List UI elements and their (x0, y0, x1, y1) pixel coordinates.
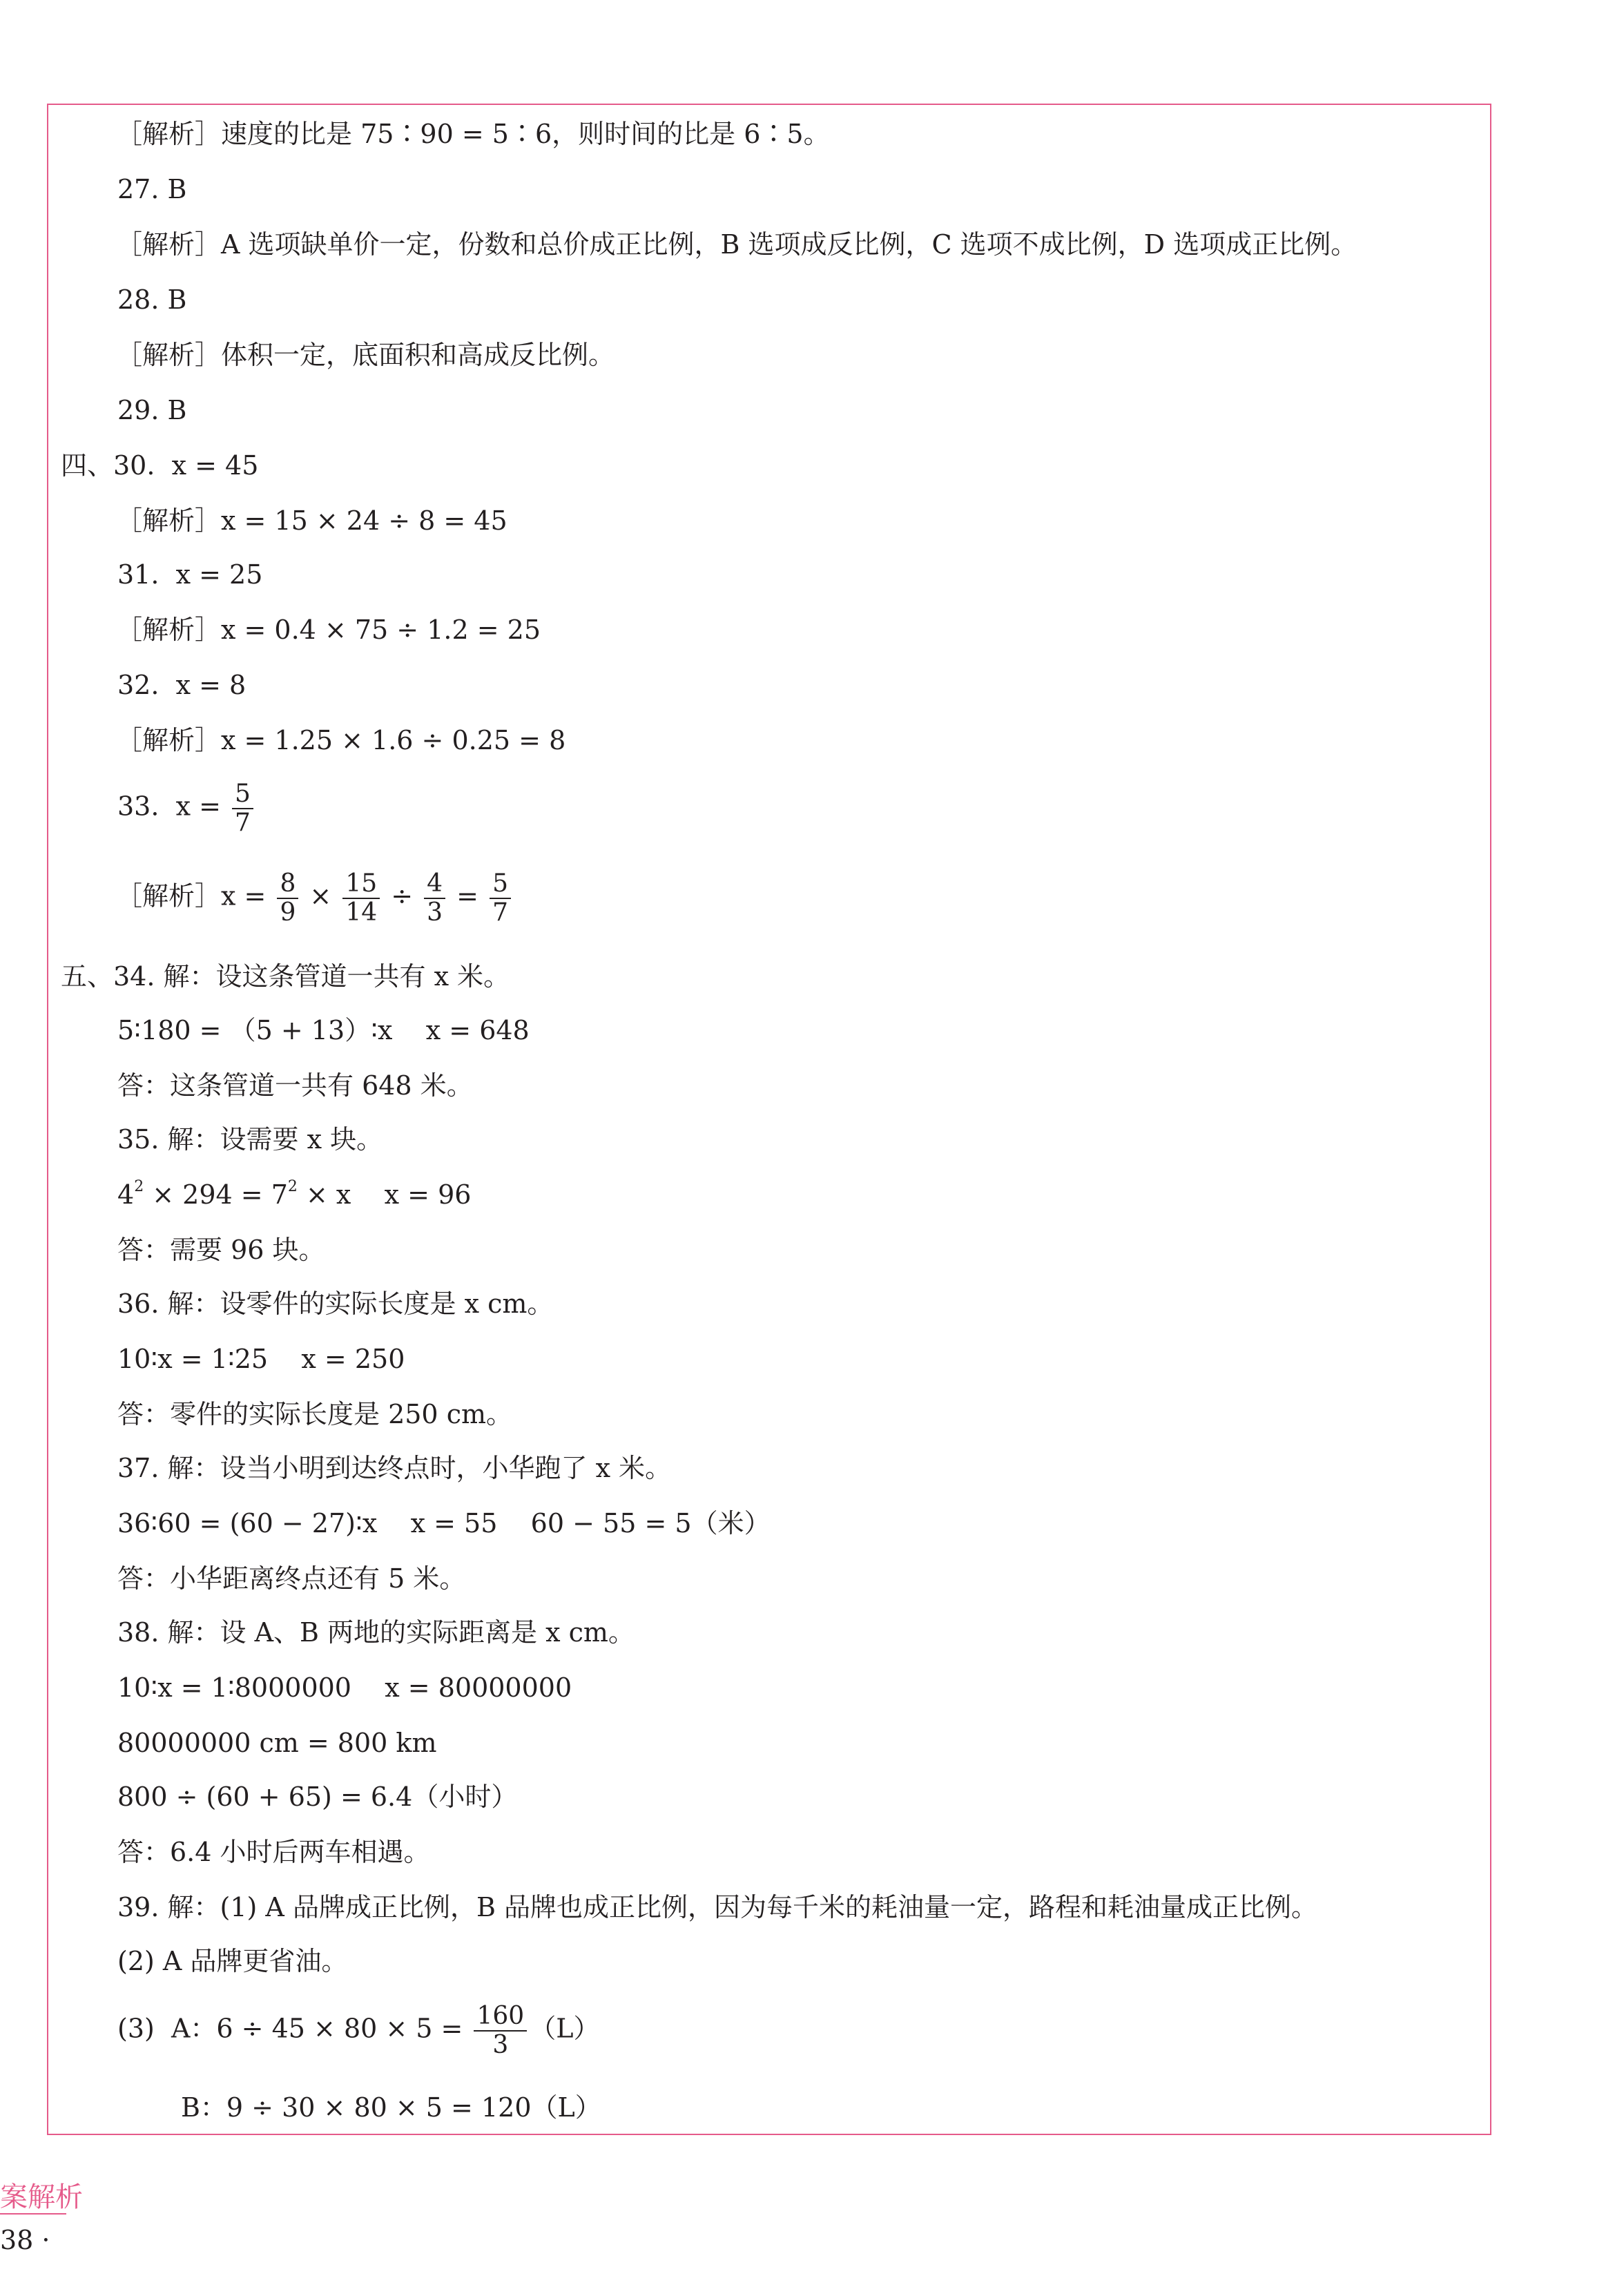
answer-39-part3-a: (3) A：6 ÷ 45 × 80 × 5 = $\frac{160}{3}$ （L） (117, 2002, 600, 2059)
conclusion-36: 答：零件的实际长度是 250 cm。 (117, 1399, 513, 1429)
analysis-31: ［解析］x = 0.4 × 75 ÷ 1.2 = 25 (116, 615, 541, 645)
answer-32: 32. x = 8 (117, 670, 246, 700)
answer-27: 27. B (117, 174, 187, 204)
fraction: $\frac{5}{7}$ (232, 780, 253, 837)
analysis-32: ［解析］x = 1.25 × 1.6 ÷ 0.25 = 8 (116, 725, 566, 755)
conversion-38: 80000000 cm = 800 km (117, 1728, 437, 1758)
fraction: $\frac{8}{9}$ (277, 870, 298, 927)
answer-39-part3-b: B：9 ÷ 30 × 80 × 5 = 120（L） (181, 2092, 601, 2123)
footer-section-title: 案解析 (0, 2181, 83, 2213)
analysis-30: ［解析］x = 15 × 24 ÷ 8 = 45 (116, 505, 507, 536)
fraction: $\frac{15}{14}$ (342, 870, 380, 927)
calculation-38: 800 ÷ (60 + 65) = 6.4（小时） (117, 1782, 518, 1812)
page-number: 38 · (0, 2225, 50, 2255)
conclusion-34: 答：这条管道一共有 648 米。 (117, 1070, 473, 1101)
footer-divider (0, 2213, 66, 2215)
equation-37: 36∶60 = (60 − 27)∶x x = 55 60 − 55 = 5（米） (117, 1508, 771, 1538)
answer-38: 38. 解：设 A、B 两地的实际距离是 x cm。 (117, 1617, 635, 1648)
answer-29: 29. B (117, 395, 187, 425)
answer-35: 35. 解：设需要 x 块。 (117, 1124, 383, 1155)
conclusion-37: 答：小华距离终点还有 5 米。 (117, 1563, 466, 1594)
answer-31: 31. x = 25 (117, 559, 263, 590)
equation-38: 10∶x = 1∶8000000 x = 80000000 (117, 1672, 572, 1703)
fraction: $\frac{160}{3}$ (474, 2003, 527, 2059)
answer-30: 四、30. x = 45 (61, 450, 259, 481)
fraction: $\frac{4}{3}$ (424, 870, 445, 927)
answer-37: 37. 解：设当小明到达终点时，小华跑了 x 米。 (117, 1453, 672, 1483)
equation-36: 10∶x = 1∶25 x = 250 (117, 1344, 405, 1374)
answer-28: 28. B (117, 284, 187, 315)
analysis-26: ［解析］速度的比是 75∶90 = 5∶6，则时间的比是 6∶5。 (116, 119, 830, 149)
analysis-27: ［解析］A 选项缺单价一定，份数和总价成正比例，B 选项成反比例，C 选项不成比例，D 选项成正比例。 (116, 229, 1357, 260)
analysis-28: ［解析］体积一定，底面积和高成反比例。 (116, 340, 615, 370)
conclusion-35: 答：需要 96 块。 (117, 1235, 325, 1265)
fraction: $\frac{5}{7}$ (490, 870, 511, 927)
answer-39-part2: (2) A 品牌更省油。 (117, 1946, 348, 1976)
analysis-33: ［解析］x = $\frac{8}{9}$ × $\frac{15}{14}$ ÷ $\frac{4}{3}$ = $\frac{5}{7}$ (116, 870, 514, 927)
answer-36: 36. 解：设零件的实际长度是 x cm。 (117, 1289, 554, 1319)
answer-34: 五、34. 解：设这条管道一共有 x 米。 (61, 961, 510, 992)
answer-33: 33. x = $\frac{5}{7}$ (117, 780, 256, 837)
equation-34: 5∶180 = （5 + 13）∶x x = 648 (117, 1015, 530, 1045)
equation-35: $4^2 \times 294 = 7^2 \times x$ x = 96 (117, 1178, 472, 1210)
answer-panel (47, 104, 1491, 2135)
conclusion-38: 答：6.4 小时后两车相遇。 (117, 1837, 430, 1867)
answer-39-part1: 39. 解：(1) A 品牌成正比例，B 品牌也成正比例，因为每千米的耗油量一定，路程和耗油量成正比例。 (117, 1892, 1317, 1922)
